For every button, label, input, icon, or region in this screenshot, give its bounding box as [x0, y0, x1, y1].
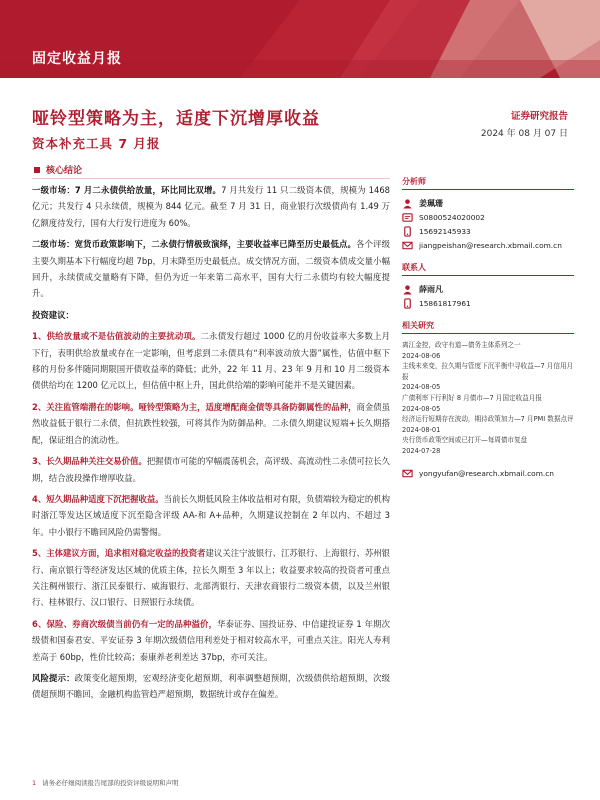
contact-phone-row: [402, 296, 574, 310]
page-title: 哑铃型策略为主，适度下沉增厚收益: [32, 109, 320, 129]
paragraph-lead: 2、关注监管端潜在的影响。哑铃型策略为主，适度增配商金债等具备防御属性的品种，: [32, 401, 357, 412]
paragraph-lead: 4、短久期品种适度下沉把握收益。: [32, 493, 164, 504]
paragraph-text: 商金债虽然收益低于银行二永债，但抗跌性较强，可将其作为防御品种。二永债久期建议短端+长久期搭配，保证组合的流动性。: [32, 401, 390, 445]
related-title[interactable]: 主线未来变，拉久期与管度下沉平衡中寻收益—7 月信用月报: [402, 362, 574, 381]
contact-name-row: [402, 282, 574, 296]
page-number: 1: [32, 779, 37, 787]
related-heading: 相关研究: [402, 320, 574, 334]
report-body: [32, 182, 390, 708]
paragraph-lead: 5、主体建议方面，追求相对稳定收益的投资者: [32, 548, 206, 559]
paragraph-text: 二永债发行超过 1000 亿的月份收益率大多数上月下行，表明供给放量或存在一定影响，但考虑到二永债具有“利率波动放大器”属性，估值中枢下移的月份多伴随同期限国开债收益率的降低；此外，22 年 11 月、23 年 9 月和 10 月二级资本债供给均在 1200 亿元以上，但估值中枢上升，国此供给端的影响可能并不是关键因素。: [32, 331, 390, 391]
paragraph: [32, 182, 390, 231]
analyst-phone-row: [402, 224, 574, 238]
related-date: 2024-08-06: [402, 351, 441, 360]
paragraph: [32, 545, 390, 611]
paragraph: [32, 616, 390, 665]
analyst-email-row: [402, 238, 574, 252]
contact-phone: 15861817961: [419, 298, 471, 308]
page-subtitle: 资本补充工具 7 月报: [32, 136, 161, 151]
contact-name: 薛雨凡: [419, 284, 443, 294]
related-list: [402, 340, 574, 457]
person-icon: [402, 284, 413, 295]
paragraph: [32, 399, 390, 448]
analyst-heading: 分析师: [402, 176, 574, 190]
related-date: 2024-07-28: [402, 446, 441, 455]
paragraph-lead: 1、供给放量或不是估值波动的主要扰动项。: [32, 331, 201, 342]
report-type: 证券研究报告: [510, 111, 568, 122]
related-item[interactable]: [402, 393, 574, 414]
related-title[interactable]: 广债利率下行利好 8 月债市—7 月国定收益月报: [402, 393, 542, 402]
analyst-name-row: [402, 196, 574, 210]
related-title[interactable]: 经济运行短期存在波动，期待政策加力—7 月PMI 数据点评: [402, 415, 574, 424]
paragraph-text: 当前长久期低风险主体收益相对有限，负债端较为稳定的机构时浙江等发达区域适度下沉至隐含评级 AA-和 A+品种，久期建议控制在 2 年以内、不超过 3 年。中小银行不瞻回风险仍需警惕。: [32, 493, 391, 537]
paragraph: [32, 453, 390, 486]
paragraph-lead: 二级市场：宽货币政策影响下，二永债行情极致演绎，主要收益率已降至历史最低点。: [32, 239, 357, 250]
analyst-phone: 15692145933: [419, 226, 471, 236]
paragraph-lead: 投资建议：: [32, 309, 74, 320]
paragraph-text: 把握债市可能的窄幅震荡机会，高评级、高流动性二永债可拉长久期，结合波段操作增厚收益。: [32, 456, 390, 483]
paragraph-text: 建议关注宁波银行、江苏银行、上海银行、苏州银行、南京银行等经济发达区域的优质主体，拉长久期至 3 年以上；收益要求较高的投资者可重点关注稠州银行、浙江民泰银行、威海银行、北部湾银行、天津农商银行二级资本债，以及兰州银行、桂林银行、汉口银行、日照银行永续债。: [32, 548, 391, 608]
related-item[interactable]: [402, 340, 574, 361]
related-date: 2024-08-01: [402, 425, 441, 434]
phone-icon: [402, 226, 413, 237]
section-bullet-icon: [34, 167, 40, 173]
analyst-cert: S0800524020002: [419, 212, 485, 222]
paragraph-text: 各个评级主要久期基本下行幅度均超 7bp，月末降至历史最低点。成交情况方面，二级资本债成交量小幅回升，永续债成交量略有下降，但仍为近一年来第二高水平，国有大行二永债均有较大幅度提升。: [32, 239, 391, 299]
analyst-name: 姜珮珊: [419, 198, 443, 208]
paragraph-text: 7 月共发行 11 只二级资本债，规模为 1468 亿元；共发行 4 只永续债，规模为 844 亿元。截至 7 月 31 日，商业银行次级债尚有 1.49 万亿额度待发行，国有大行发行进度为 60%。: [32, 185, 390, 228]
contact-heading: 联系人: [402, 262, 574, 276]
paragraph-lead: 3、长久期品种关注交易价值。: [32, 456, 147, 467]
paragraph-lead: 一级市场：7 月二永债供给放量，环比同比双增。: [32, 185, 222, 195]
related-title[interactable]: 离江金控，政守有道—债务主体系列之一: [402, 341, 521, 349]
email-icon: [402, 240, 413, 251]
paragraph: [32, 328, 390, 394]
contact-email[interactable]: yongyufan@research.xbmail.com.cn: [419, 469, 554, 479]
certificate-icon: [402, 212, 413, 223]
related-date: 2024-08-05: [402, 404, 441, 413]
email-icon: [402, 468, 413, 479]
analyst-email[interactable]: jiangpeishan@research.xbmail.com.cn: [419, 240, 562, 250]
analyst-cert-row: [402, 210, 574, 224]
banner-title: 固定收益月报: [32, 51, 122, 67]
person-icon: [402, 198, 413, 209]
paragraph: [32, 670, 390, 703]
paragraph: [32, 307, 390, 323]
paragraph-text: 华泰证券、国投证券、中信建投证券 1 年期次级债和国泰君安、平安证券 3 年期次级债信用利差处于相对较高水平，可重点关注。阳光人寿利差高于 60bp，性价比较高；泰康养老利差达 37bp，亦可关注。: [32, 618, 391, 662]
paragraph-lead: 6、保险、券商次级债当前仍有一定的品种溢价，: [32, 618, 218, 629]
paragraph-text: 政策变化超预期，宏观经济变化超预期，利率调整超预期，次级债供给超预期，次级债超预期不瞻回，金融机构监管趋严超预期，数据统计或存在偏差。: [32, 672, 391, 700]
phone-icon: [402, 298, 413, 309]
related-item[interactable]: [402, 361, 574, 393]
paragraph: [32, 236, 390, 302]
paragraph: [32, 491, 390, 540]
footer: [32, 778, 179, 787]
related-item[interactable]: [402, 435, 574, 456]
section-label: 核心结论: [46, 166, 83, 176]
report-date: 2024 年 08 月 07 日: [480, 129, 568, 139]
related-item[interactable]: [402, 414, 574, 435]
footer-disclaimer: 请务必仔细阅读报告尾部的投资评级说明和声明: [42, 779, 179, 787]
section-header: [32, 163, 390, 179]
sidebar: [402, 176, 574, 481]
paragraph-lead: 风险提示：: [32, 672, 75, 683]
header-banner: [0, 0, 600, 78]
related-title[interactable]: 央行货币政策空间或已打开—每周债市复盘: [402, 436, 528, 445]
contact-email-row: [402, 467, 574, 481]
related-date: 2024-08-05: [402, 383, 441, 392]
